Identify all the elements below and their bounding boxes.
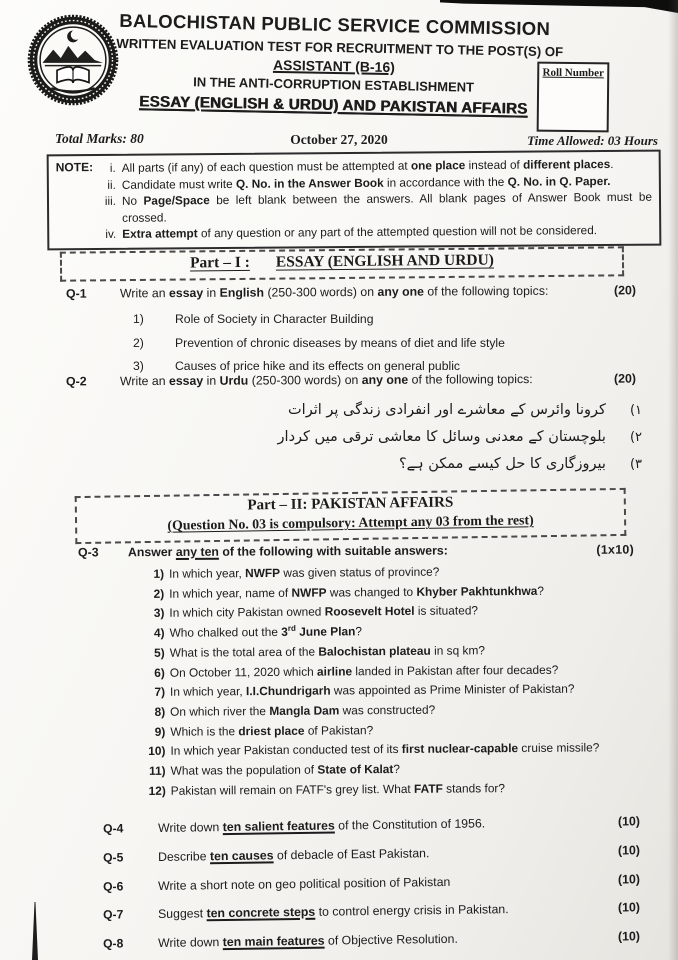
subquestion-item: 12) Pakistan will remain on FATF's grey list. What FATF stands for? <box>148 780 506 798</box>
note-items <box>96 156 653 243</box>
note-item: i. All parts (if any) of each question must be attempted at one place instead of different places. <box>109 156 614 175</box>
question-q2 <box>66 372 636 389</box>
urdu-topic-item: ۱) کرونا وائرس کے معاشرے اور انفرادی زندگی پر اثرات <box>288 402 642 418</box>
note-item: iii. No Page/Space be left blank between the answers. All blank pages of Answer Book must be crossed. <box>104 189 653 225</box>
test-description: WRITTEN EVALUATION TEST FOR RECRUITMENT TO THE POST(S) OF <box>116 35 564 60</box>
question-marks: (1x10) <box>596 542 635 557</box>
note-label: NOTE: <box>55 160 94 175</box>
commission-title: BALOCHISTAN PUBLIC SERVICE COMMISSION <box>119 9 551 40</box>
question-id: Q-3 <box>77 545 99 560</box>
scan-crease-artifact <box>32 902 38 960</box>
question-id: Q-1 <box>65 286 87 301</box>
establishment-line: IN THE ANTI-CORRUPTION ESTABLISHMENT <box>193 74 475 95</box>
q3-subquestions <box>140 561 662 802</box>
question-q5: Q-5 Describe ten causes of debacle of East Pakistan. (10) <box>102 843 641 865</box>
question-q6: Q-6 Write a short note on geo political position of Pakistan (10) <box>102 872 641 894</box>
question-text: Write an essay in English (250-300 words) on any one of the following topics: <box>119 283 549 301</box>
urdu-topic-item: ۳) بیروزگاری کا حل کیسے ممکن ہے؟ <box>398 456 642 472</box>
question-q3 <box>78 543 634 560</box>
question-q4: Q-4 Write down ten salient features of the Constitution of 1956. (10) <box>102 814 641 836</box>
note-item: iv. Extra attempt of any question or any part of the attempted question will not be considered. <box>105 223 598 241</box>
scan-edge-artifact <box>440 0 678 13</box>
exam-date: October 27, 2020 <box>290 132 388 147</box>
subquestion-item: 8) On which river the Mangla Dam was constructed? <box>154 702 436 719</box>
question-text: Answer any ten of the following with suitable answers: <box>127 543 448 560</box>
topic-item: 2) Prevention of chronic diseases by means of diet and life style <box>133 335 505 350</box>
subquestion-item: 1) In which year, NWFP was given status of province? <box>153 564 440 581</box>
subject-title: ESSAY (ENGLISH & URDU) AND PAKISTAN AFFAIRS <box>138 93 528 118</box>
roll-number-box <box>537 62 610 133</box>
subquestion-item: 5) What is the total area of the Balochistan plateau in sq km? <box>154 643 485 660</box>
part1-header <box>60 246 624 281</box>
subquestion-item: 2) In which year, name of NWFP was changed to Khyber Pakhtunkhwa? <box>153 583 545 601</box>
part2-title: Part – II: PAKISTAN AFFAIRS <box>247 494 454 514</box>
question-marks: (20) <box>613 371 637 386</box>
question-id: Q-2 <box>65 374 87 389</box>
note-item: ii. Candidate must write Q. No. in the Answer Book in accordance with the Q. No. in Q. Paper. <box>107 173 611 192</box>
bpsc-seal-logo <box>26 13 120 107</box>
part2-header <box>75 488 627 544</box>
question-text: Write an essay in Urdu (250-300 words) on any one of the following topics: <box>119 372 533 389</box>
subquestion-item: 9) Which is the driest place of Pakistan? <box>154 722 374 739</box>
paper-header <box>115 9 564 118</box>
subquestion-item: 11) What was the population of State of Kalat? <box>149 761 401 778</box>
roll-number-label: Roll Number <box>542 66 605 80</box>
subquestion-item: 10) In which year Pakistan conducted test of its first nuclear-capable cruise missile? <box>148 740 600 759</box>
subquestion-item: 4) Who chalked out the 3rd June Plan? <box>153 623 363 641</box>
part1-title: ESSAY (ENGLISH AND URDU) <box>275 251 494 271</box>
q1-topics <box>133 308 613 379</box>
note-box <box>47 150 662 250</box>
q2-urdu-topics <box>278 397 642 478</box>
subquestion-item: 3) In which city Pakistan owned Roosevelt Hotel is situated? <box>153 603 479 621</box>
question-q7: Q-7 Suggest ten concrete steps to control energy crisis in Pakistan. (10) <box>102 900 641 922</box>
question-q1 <box>66 283 636 300</box>
time-allowed: Time Allowed: 03 Hours <box>527 133 658 148</box>
subquestion-item: 7) In which year, I.I.Chundrigarh was appointed as Prime Minister of Pakistan? <box>154 681 575 700</box>
meta-row <box>0 129 678 149</box>
topic-item: 3) Causes of price hike and its effects on general public <box>133 359 460 373</box>
total-marks: Total Marks: 80 <box>55 131 144 146</box>
part1-label: Part – I : <box>189 253 250 272</box>
topic-item: 1) Role of Society in Character Building <box>133 312 374 326</box>
question-q8: Q-8 Write down ten main features of Objective Resolution. (10) <box>102 929 641 951</box>
question-marks: (20) <box>613 283 637 298</box>
post-title: ASSISTANT (B-16) <box>272 56 396 76</box>
part2-subtitle: (Question No. 03 is compulsory: Attempt any 03 from the rest) <box>167 512 534 533</box>
urdu-topic-item: ۲) بلوچستان کے معدنی وسائل کا معاشی ترقی میں کردار <box>277 429 642 445</box>
subquestion-item: 6) On October 11, 2020 which airline landed in Pakistan after four decades? <box>154 662 559 680</box>
